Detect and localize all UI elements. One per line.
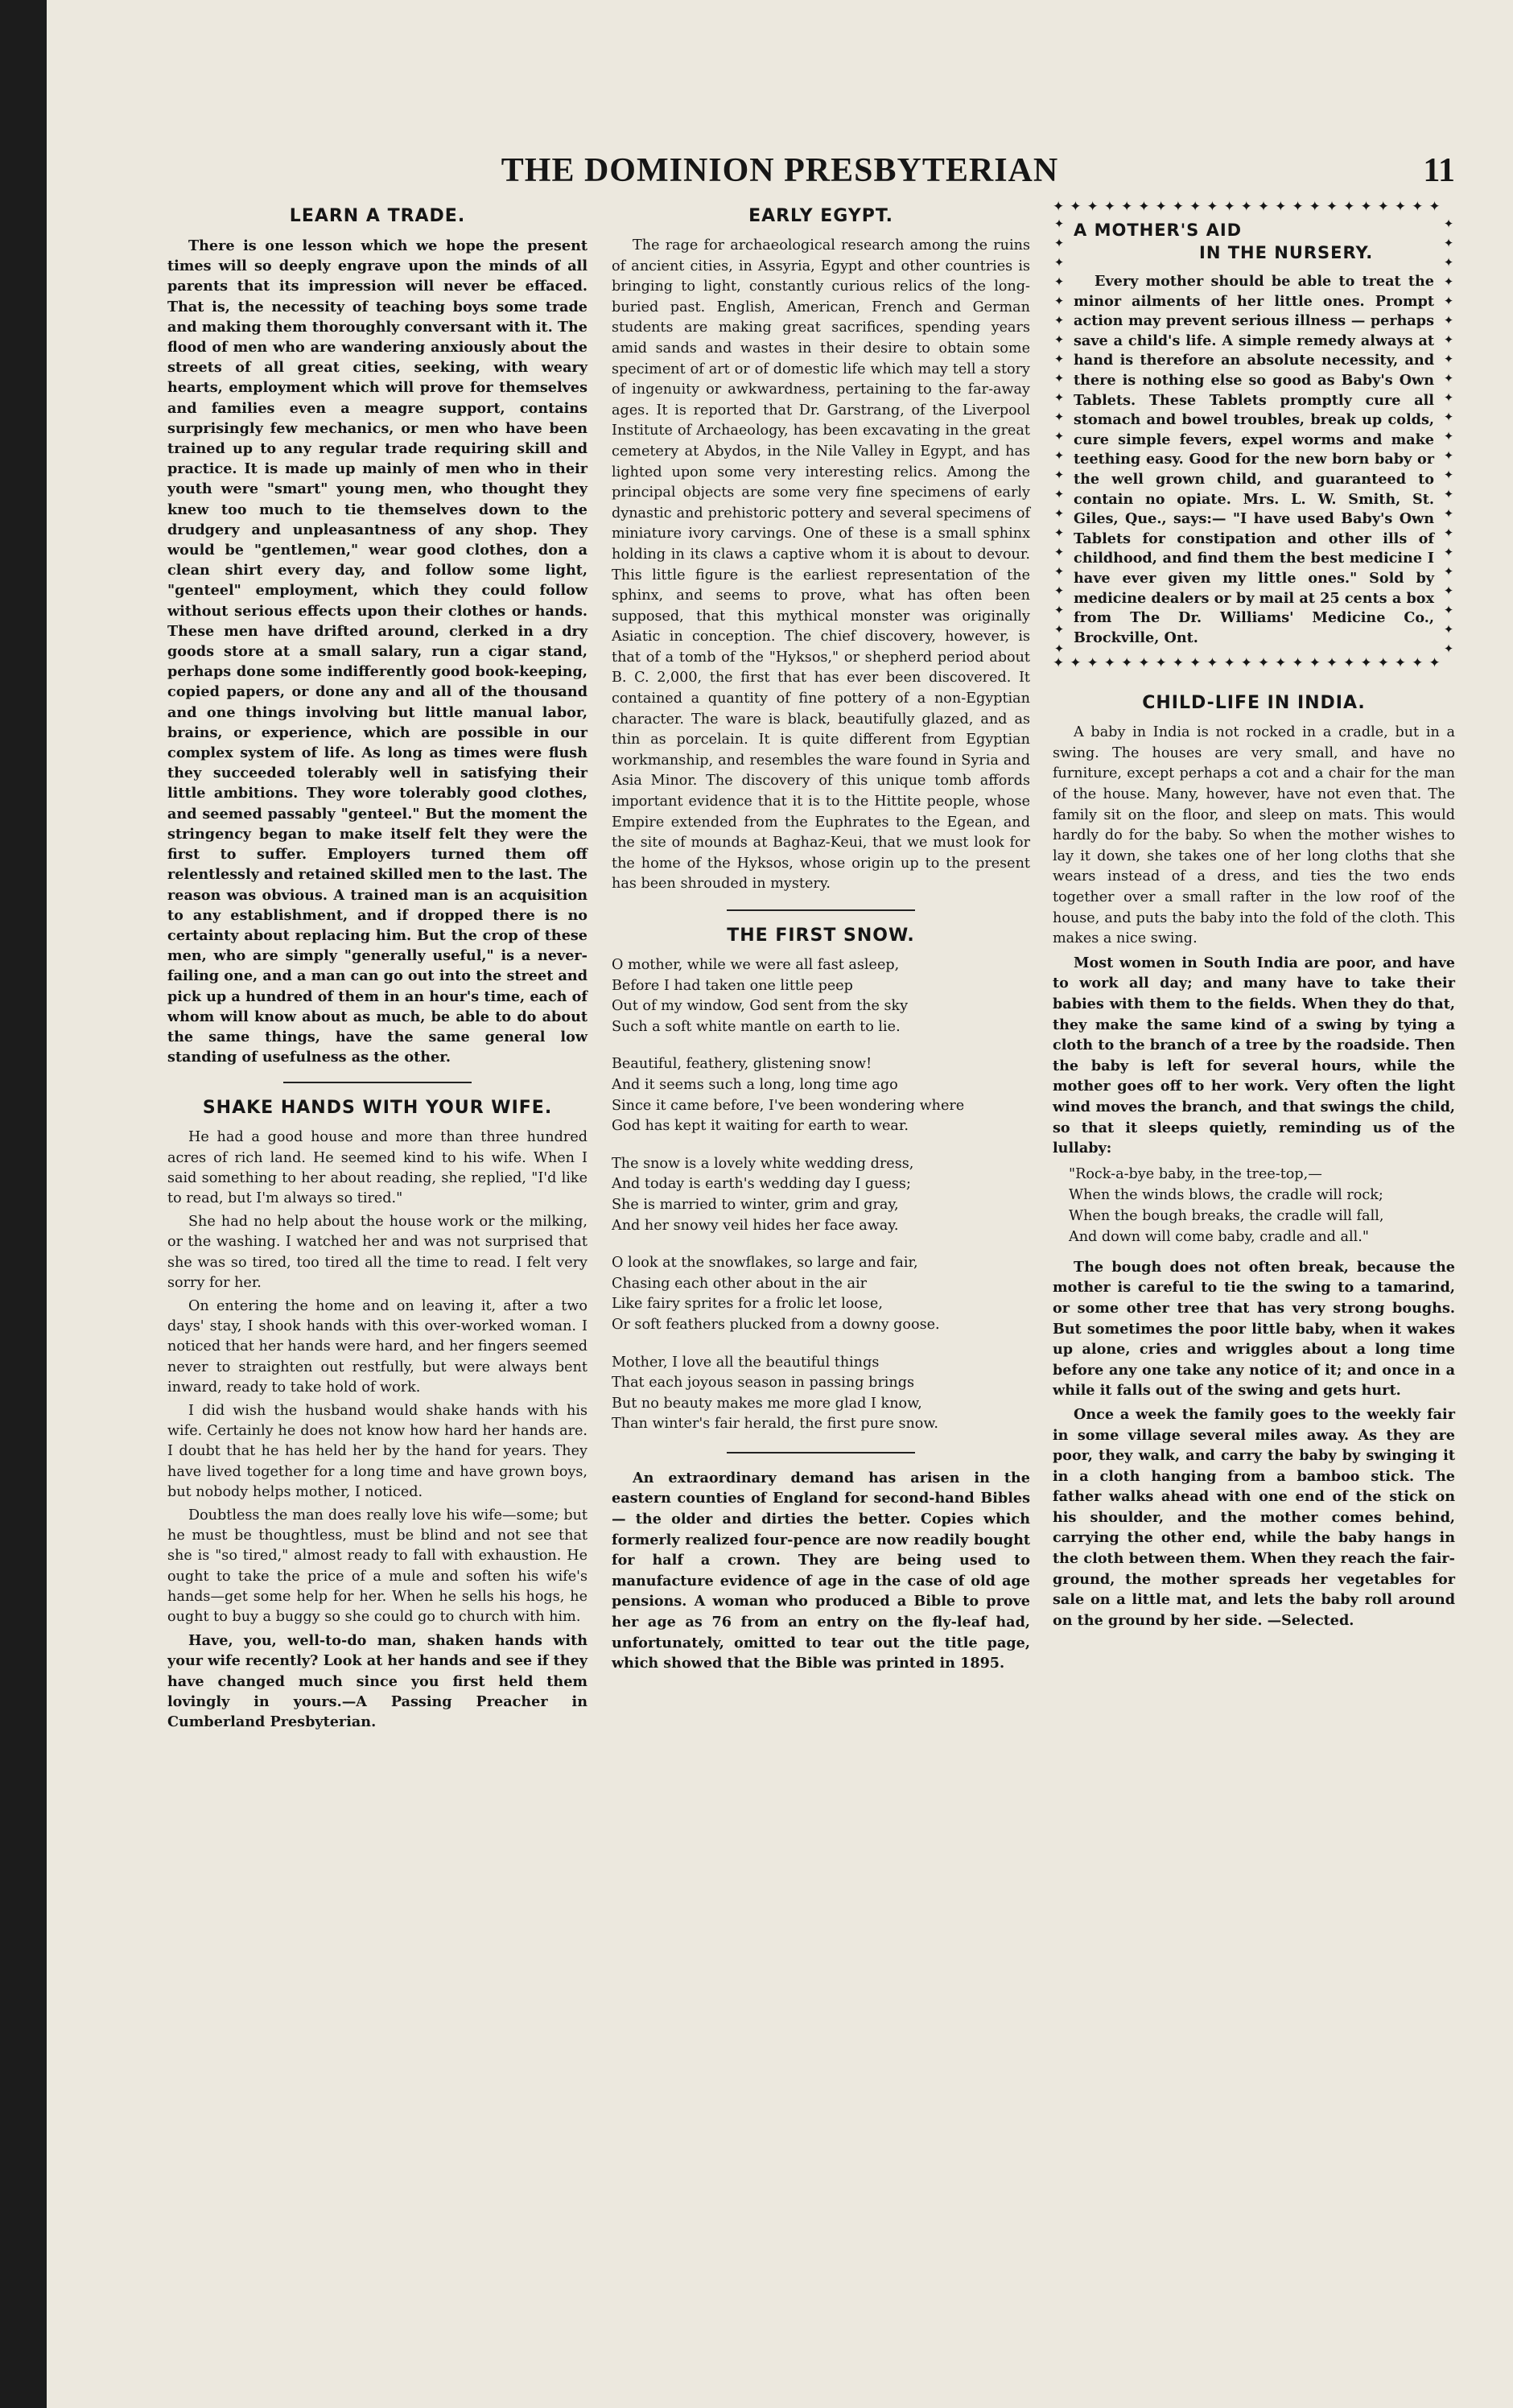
poem-line: And it seems such a long, long time ago xyxy=(612,1076,898,1093)
paragraph: Once a week the family goes to the weekly fair in some village several miles away. As they are poor, they walk, and carry the baby by swinging it in a cloth hanging from a bamboo stick. The father walks ahead with one end of the stick on his shoulder, and the mother comes behind, carrying the other end, while the baby hangs in the cloth between them. When they reach the fair-ground, the mother spreads her vegetables for sale on a little mat, and lets the baby roll around on the ground by her side. —Selected. xyxy=(1053,1405,1455,1629)
page-number: 11 xyxy=(1423,152,1455,189)
poem-line: Than winter's fair herald, the first pure snow. xyxy=(612,1416,938,1433)
poem-line: She is married to winter, grim and gray, xyxy=(612,1196,899,1213)
column-2 xyxy=(612,200,1030,1677)
article-body-early-egypt xyxy=(612,236,1030,895)
article-heading-shake-hands: SHAKE HANDS WITH YOUR WIFE. xyxy=(202,1098,553,1119)
paragraph: An extraordinary demand has arisen in the eastern counties of England for second-hand Bibles — the older and dirties the better. Copies which formerly realized four-pence are now readily bought for half a crown. They are being used to manufacture evidence of age in the case of old age pensions. A woman who produced a Bible to prove her age as 76 from an entry on the fly-leaf had, unfortunately, omitted to tear out the title page, which showed that the Bible was printed in 1895. xyxy=(612,1469,1030,1672)
divider xyxy=(283,1082,472,1083)
paragraph: The bough does not often break, because the mother is careful to tie the swing to a tamarind, or some other tree that has very strong boughs. But sometimes the poor little baby, when it wakes up alone, cries and wriggles about a long time before any one take any notice of it; and once in a while it falls out of the swing and gets hurt. xyxy=(1053,1258,1455,1400)
poem-line: Like fairy sprites for a frolic let loose, xyxy=(612,1296,883,1313)
poem-first-snow xyxy=(612,955,1030,1435)
paragraph: Most women in South India are poor, and have to work all day; and many have to take their babies with them to the fields. When they do that, they make the same kind of a swing by tying a cloth to the branch of a tree by the roadside. Then the baby is left for several hours, while the mother goes off to her work. Very often the light wind moves the branch, and that swings the child, so that it sleeps quietly, reminding us of the lullaby: xyxy=(1053,954,1455,1157)
lullaby-verse xyxy=(1069,1164,1455,1247)
divider xyxy=(727,909,915,911)
verse-line: When the bough breaks, the cradle will fall, xyxy=(1069,1207,1384,1224)
poem-line: That each joyous season in passing brings xyxy=(612,1375,914,1392)
poem-line: But no beauty makes me more glad I know, xyxy=(612,1395,922,1412)
paragraph: I did wish the husband would shake hands with his wife. Certainly he does not know how hard her hands are. I doubt that he has held her by the hand for years. They have lived together for a long time and have grown boys, but nobody helps mother, I noticed. xyxy=(167,1402,587,1500)
ornament-border-top: ✦✦✦✦✦✦✦✦✦✦✦✦✦✦✦✦✦✦✦✦✦✦✦ xyxy=(1053,200,1446,214)
paragraph: Have, you, well-to-do man, shaken hands with your wife recently? Look at her hands and see if they have changed much since you first held them lovingly in yours.—A Passing Preacher in Cumberland Presbyterian. xyxy=(167,1632,587,1731)
article-body-learn-a-trade xyxy=(167,236,587,1067)
poem-line: And her snowy veil hides her face away. xyxy=(612,1217,899,1234)
article-heading-child-life-india: CHILD-LIFE IN INDIA. xyxy=(1142,693,1366,714)
poem-stanza xyxy=(612,1253,1030,1335)
ornament-border-bottom: ✦✦✦✦✦✦✦✦✦✦✦✦✦✦✦✦✦✦✦✦✦✦✦ xyxy=(1053,656,1446,671)
advertisement-text xyxy=(1074,272,1434,648)
poem-line: Out of my window, God sent from the sky xyxy=(612,998,909,1015)
article-heading-learn-a-trade: LEARN A TRADE. xyxy=(289,206,466,226)
poem-stanza xyxy=(612,1154,1030,1236)
paragraph: On entering the home and on leaving it, after a two days' stay, I shook hands with this over-worked woman. I noticed that her hands were hard, and her fingers seemed never to straighten out restfully, but were always bent inward, ready to take hold of work. xyxy=(167,1297,587,1396)
verse-line: "Rock-a-bye baby, in the tree-top,— xyxy=(1069,1165,1322,1182)
paragraph: There is one lesson which we hope the present times will so deeply engrave upon the minds of all parents that its impression will never be effaced. That is, the necessity of teaching boys some trade and making them thoroughly conversant with it. The flood of men who are wandering anxiously about the streets of all great cities, seeking, with weary hearts, employment which will prove for themselves and families even a meagre support, contains surprisingly few mechanics, or men who have been trained up to any regular trade requiring skill and practice. It is made up mainly of men who in their youth were "smart" young men, who thought they knew too much to tie themselves down to the drudgery and unpleasantness of any shop. They would be "gentlemen," wear good clothes, don a clean shirt every day, and follow some light, "genteel" employment, which they could follow without serious effects upon their clothes or hands. These men have drifted around, clerked in a dry goods store at a small salary, run a cigar stand, perhaps done some indifferently good book-keeping, copied papers, or done any and all of the thousand and one things involving but little manual labor, brains, or experience, which are possible in our complex system of life. As long as times were flush they succeeded tolerably well in satisfying their little ambitions. They wore tolerably good clothes, and seemed passably "genteel." But the moment the stringency began to make itself felt they were the first to suffer. Employers turned them off relentlessly and retained skilled men to the last. The reason was obvious. A trained man is an acquisition to any establishment, and if dropped there is no certainty about replacing him. But the crop of these men, who are simply "generally useful," is a never-failing one, and a man can go out into the street and pick up a hundred of them in an hour's time, each of whom will know about as much, be able to do about the same things, have the same general low standing of usefulness as the other. xyxy=(167,237,587,1066)
paragraph: He had a good house and more than three hundred acres of rich land. He seemed kind to his wife. When I said something to her about reading, she replied, "I'd like to read, but I'm always so tired." xyxy=(167,1129,587,1206)
poem-stanza xyxy=(612,1353,1030,1435)
poem-line: And today is earth's wedding day I guess; xyxy=(612,1176,911,1193)
paragraph: Every mother should be able to treat the minor ailments of her little ones. Prompt action may prevent serious illness — perhaps save a child's life. A simple remedy always at hand is therefore an absolute necessity, and there is nothing else so good as Baby's Own Tablets. These Tablets promptly cure all stomach and bowel troubles, break up colds, cure simple fevers, expel worms and make teething easy. Good for the new born baby or the well grown child, and guaranteed to contain no opiate. Mrs. L. W. Smith, St. Giles, Que., says:— "I have used Baby's Own Tablets for constipation and other ills of childhood, and find them the best medicine I have ever given my little ones." Sold by medicine dealers or by mail at 25 cents a box from The Dr. Williams' Medicine Co., Brockville, Ont. xyxy=(1074,273,1434,646)
poem-line: Mother, I love all the beautiful things xyxy=(612,1354,880,1371)
paragraph: Doubtless the man does really love his wife—some; but he must be thoughtless, must be blind and not see that she is "so tired," almost ready to fall with exhaustion. He ought to take the price of a mule and soften his wife's hands—get some help for her. When he sells his hogs, he ought to buy a buggy so she could go to church with him. xyxy=(167,1507,587,1625)
divider xyxy=(727,1452,915,1453)
poem-line: Or soft feathers plucked from a downy goose. xyxy=(612,1316,940,1333)
advertisement-title-line-1: A MOTHER'S AID xyxy=(1074,221,1243,240)
poem-stanza xyxy=(612,1054,1030,1136)
article-body-shake-hands xyxy=(167,1128,587,1732)
paragraph: She had no help about the house work or the milking, or the washing. I watched her and was not surprised that she was so tired, too tired all the time to read. I felt very sorry for her. xyxy=(167,1214,587,1291)
newspaper-page xyxy=(47,0,1513,2408)
ornament-border-right: ✦✦✦✦✦✦✦✦✦✦✦✦✦✦✦✦✦✦✦✦✦✦✦ xyxy=(1443,216,1454,656)
poem-line: Before I had taken one little peep xyxy=(612,977,853,994)
paragraph: The rage for archaeological research among the ruins of ancient cities, in Assyria, Egypt and other countries is bringing to light, constantly curious relics of the long-buried past. English, American, French and German students are making great sacrifices, spending years amid sands and wastes in their desire to obtain some speciment of art or of domestic life which may tell a story of ingenuity or awkwardness, pertaining to the far-away ages. It is reported that Dr. Garstrang, of the Liverpool Institute of Archaeology, has been excavating in the great cemetery at Abydos, in the Nile Valley in Egypt, and has lighted upon some very interesting relics. Among the principal objects are some very fine specimens of early dynastic and prehistoric pottery and several specimens of miniature ivory carvings. One of these is a small sphinx holding in its claws a captive whom it is about to devour. This little figure is the earliest representation of the sphinx, and seems to prove, what has often been supposed, that this mythical monster was originally Asiatic in conception. The chief discovery, however, is that of a tomb of the "Hyksos," or shepherd period about B. C. 2,000, the first that has ever been discovered. It contained a quantity of fine pottery of a non-Egyptian character. The ware is black, beautifully glazed, and as thin as porcelain. It is quite different from Egyptian workmanship, and resembles the ware found in Syria and Asia Minor. The discovery of this unique tomb affords important evidence that it is to the Hittite people, whose Empire extended from the Euphrates to the Egean, and the site of mounds at Baghaz-Keui, that we must look for the home of the Hyksos, whose origin up to the present has been shrouded in mystery. xyxy=(612,237,1030,893)
masthead-title: THE DOMINION PRESBYTERIAN xyxy=(501,152,1059,189)
poem-line: Since it came before, I've been wondering where xyxy=(612,1097,965,1114)
advertisement-box xyxy=(1053,200,1455,670)
ornament-border-left: ✦✦✦✦✦✦✦✦✦✦✦✦✦✦✦✦✦✦✦✦✦✦✦ xyxy=(1053,216,1065,656)
column-3 xyxy=(1053,200,1455,1634)
article-body-bibles xyxy=(612,1468,1030,1674)
poem-stanza xyxy=(612,955,1030,1037)
advertisement-title-line-2: IN THE NURSERY. xyxy=(1199,243,1374,262)
poem-heading-first-snow: THE FIRST SNOW. xyxy=(727,926,915,946)
article-heading-early-egypt: EARLY EGYPT. xyxy=(748,206,893,226)
article-body-child-life-india xyxy=(1053,723,1455,1631)
poem-line: O mother, while we were all fast asleep, xyxy=(612,957,900,973)
poem-line: O look at the snowflakes, so large and fair, xyxy=(612,1255,918,1272)
poem-line: God has kept it waiting for earth to wear. xyxy=(612,1118,909,1135)
verse-line: When the winds blows, the cradle will rock; xyxy=(1069,1186,1383,1203)
column-1 xyxy=(167,200,587,1735)
verse-line: And down will come baby, cradle and all." xyxy=(1069,1228,1369,1245)
advertisement-title xyxy=(1074,219,1434,264)
poem-line: The snow is a lovely white wedding dress, xyxy=(612,1155,914,1172)
poem-line: Such a soft white mantle on earth to lie. xyxy=(612,1018,901,1035)
poem-line: Chasing each other about in the air xyxy=(612,1275,868,1292)
paragraph: A baby in India is not rocked in a cradle, but in a swing. The houses are very small, and have no furniture, except perhaps a cot and a chair for the man of the house. Many, however, have not even that. The family sit on the floor, and sleep on mats. This would hardly do for the baby. So when the mother wishes to lay it down, she takes one of her long cloths that she wears instead of a dress, and ties the two ends together over a small rafter in the low roof of the house, and puts the baby into the fold of the cloth. This makes a nice swing. xyxy=(1053,724,1455,947)
poem-line: Beautiful, feathery, glistening snow! xyxy=(612,1056,872,1073)
